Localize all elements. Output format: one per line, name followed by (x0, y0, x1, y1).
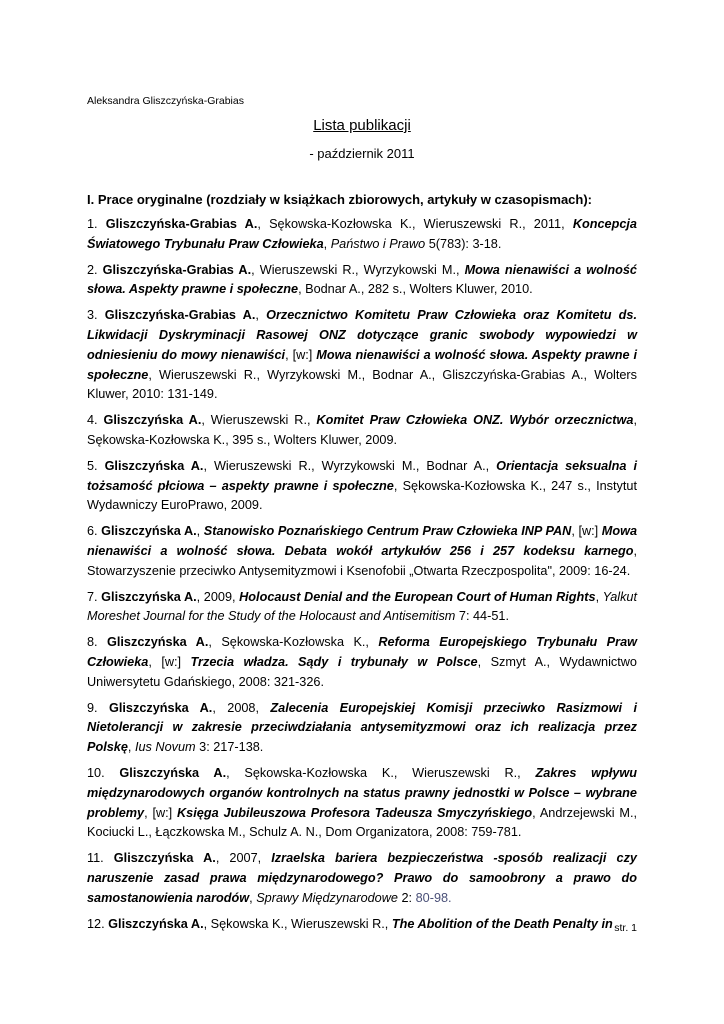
publication-entry (87, 522, 637, 581)
entry-segment: , Stowarzyszenie przeciwko Antysemityzmowi i Ksenofobii „Otwarta Rzeczpospolita", 2009: 16-24. (87, 543, 637, 578)
entry-segment: Mowa nienawiści a wolność słowa. Aspekty prawne i społeczne (87, 347, 638, 382)
entry-segment: Ius Novum (134, 740, 196, 755)
entry-segment: Państwo i Prawo (330, 236, 426, 251)
document-author: Aleksandra Gliszczyńska-Grabias (87, 95, 244, 107)
entry-segment: Reforma Europejskiego Trybunału Praw Człowieka (87, 635, 637, 669)
entry-segment: , [w:] (571, 524, 602, 539)
entry-segment: , [w:] (285, 347, 317, 362)
entry-segment: , 2008, (212, 700, 271, 715)
entry-segment: 80-98. (415, 890, 452, 905)
entry-segment: , Wieruszewski R., Wyrzykowski M., Bodnar A., (203, 458, 497, 473)
entry-segment: Gliszczyńska A. (103, 413, 202, 428)
entry-segment: Księga Jubileuszowa Profesora Tadeusza Smyczyńskiego (177, 805, 533, 820)
entry-segment: Koncepcja Światowego Trybunału Praw Człowieka (87, 217, 637, 251)
entry-segment: Gliszczyńska A. (101, 589, 197, 604)
entry-segment: 1. (87, 217, 106, 231)
entry-segment: Gliszczyńska-Grabias A. (105, 217, 258, 231)
entry-segment: , (127, 740, 135, 755)
entry-segment: , 2009, (196, 589, 240, 604)
entry-segment: 6. (87, 524, 102, 539)
entry-segment: , Sękowska K., Wieruszewski R., (203, 916, 392, 931)
publication-entry (87, 215, 637, 255)
entry-segment: 9. (87, 700, 109, 715)
publication-entry (87, 764, 637, 843)
entry-segment: Stanowisko Poznańskiego Centrum Praw Człowieka INP PAN (203, 524, 572, 539)
entry-segment: , [w:] (148, 654, 191, 669)
document-date: - październik 2011 (309, 146, 415, 161)
entry-segment: Gliszczyńska A. (113, 851, 216, 866)
page-number: str. 1 (614, 922, 637, 934)
publication-entry (87, 849, 637, 908)
entry-segment: 5. (87, 458, 105, 473)
entry-segment: Gliszczyńska A. (109, 700, 213, 715)
entry-segment: 2. (87, 262, 103, 277)
entry-segment: Zakres wpływu międzynarodowych organów kontrolnych na status prawny jednostki w Polsce – wybrane problemy (87, 765, 637, 820)
entry-segment: Komitet Praw Człowieka ONZ. Wybór orzecznictwa (316, 413, 634, 428)
entry-segment: Gliszczyńska A. (107, 635, 209, 650)
entry-segment: Gliszczyńska A. (119, 765, 227, 780)
entry-segment: Trzecia władza. Sądy i trybunały w Polsce (190, 654, 478, 669)
entry-segment: 2: (397, 890, 416, 905)
entry-segment: , (249, 890, 257, 905)
entry-segment: 11. (87, 851, 114, 866)
entry-segment: , (255, 308, 267, 323)
publication-entry (87, 411, 637, 451)
entry-segment: Orzecznictwo Komitetu Praw Człowieka oraz Komitetu ds. Likwidacji Dyskryminacji Rasowej ONZ dotyczące granic swobody wypowiedzi w odniesieniu do mowy nienawiści (87, 308, 638, 362)
entry-segment: Gliszczyńska A. (104, 458, 204, 473)
entry-segment: Izraelska bariera bezpieczeństwa -sposób realizacji czy naruszenie zasad prawa międzynarodowego? Prawo do samoobrony a prawo do samostanowienia narodów (87, 851, 637, 905)
entry-segment: Gliszczyńska-Grabias A. (102, 262, 252, 277)
entry-segment: , Sękowska-Kozłowska K., Wieruszewski R., (226, 765, 536, 780)
entry-segment: , (196, 524, 204, 539)
entry-segment: Mowa nienawiści a wolność słowa. Aspekty prawne i społeczne (87, 262, 637, 297)
entry-segment: , Wieruszewski R., Wyrzykowski M., Bodnar A., Gliszczyńska-Grabias A., Wolters Kluwer, 2010: 131-149. (87, 367, 637, 402)
publication-list (87, 215, 637, 940)
entry-segment: 7: 44-51. (455, 609, 509, 624)
entry-segment: 7. (87, 589, 102, 604)
entry-segment: , Sękowska-Kozłowska K., 247 s., Instytut Wydawniczy EuroPrawo, 2009. (87, 478, 638, 513)
entry-segment: Gliszczyńska A. (101, 524, 197, 539)
entry-segment: , Wieruszewski R., Wyrzykowski M., (251, 262, 465, 277)
entry-segment: 5(783): 3-18. (425, 236, 502, 251)
publication-entry (87, 633, 637, 692)
publication-entry (87, 915, 637, 935)
entry-segment: Yalkut Moreshet Journal for the Study of the Holocaust and Antisemitism (87, 589, 637, 624)
entry-segment: , 2007, (215, 851, 272, 866)
entry-segment: 12. (87, 916, 109, 931)
entry-segment: , Szmyt A., Wydawnictwo Uniwersytetu Gdańskiego, 2008: 321-326. (87, 654, 637, 689)
publication-entry (87, 699, 637, 758)
entry-segment: Sprawy Międzynarodowe (256, 890, 398, 905)
publication-entry (87, 588, 637, 628)
entry-segment: The Abolition of the Death Penalty in (391, 916, 613, 931)
entry-segment: Gliszczyńska A. (108, 916, 204, 931)
entry-segment: , [w:] (144, 805, 178, 820)
entry-segment: 10. (87, 765, 120, 780)
entry-segment: , Sękowska-Kozłowska K., 395 s., Wolters Kluwer, 2009. (87, 413, 637, 447)
entry-segment: 4. (87, 413, 104, 428)
entry-segment: Zalecenia Europejskiej Komisji przeciwko Rasizmowi i Nietolerancji w zakresie przeciwdziałania antysemityzmowi oraz ich realizacja przez Polskę (87, 700, 638, 755)
entry-segment: Orientacja seksualna i tożsamość płciowa – aspekty prawne i społeczne (87, 458, 637, 493)
publication-entry (87, 457, 637, 516)
entry-segment: , Sękowska-Kozłowska K., Wieruszewski R., 2011, (257, 217, 573, 231)
entry-segment: , (323, 236, 331, 251)
entry-segment: 8. (87, 635, 108, 650)
entry-segment: Mowa nienawiści a wolność słowa. Debata wokół artykułów 256 i 257 kodeksu karnego (87, 524, 637, 558)
entry-segment: , (595, 589, 603, 604)
entry-segment: Holocaust Denial and the European Court of Human Rights (239, 589, 596, 604)
section-heading: I. Prace oryginalne (rozdziały w książkach zbiorowych, artykuły w czasopismach): (87, 192, 593, 207)
entry-segment: , Andrzejewski M., Kociucki L., Łączkowska M., Schulz A. N., Dom Organizatora, 2008: 759-781. (87, 805, 637, 840)
entry-segment: Gliszczyńska-Grabias A. (104, 308, 256, 323)
entry-segment: , Bodnar A., 282 s., Wolters Kluwer, 2010. (298, 282, 533, 297)
entry-segment: , Wieruszewski R., (201, 413, 317, 428)
entry-segment: 3: 217-138. (195, 740, 264, 755)
publication-entry (87, 306, 637, 405)
publication-entry (87, 261, 637, 301)
entry-segment: 3. (87, 308, 105, 323)
document-title: Lista publikacji (313, 117, 411, 134)
entry-segment: , Sękowska-Kozłowska K., (208, 635, 379, 650)
